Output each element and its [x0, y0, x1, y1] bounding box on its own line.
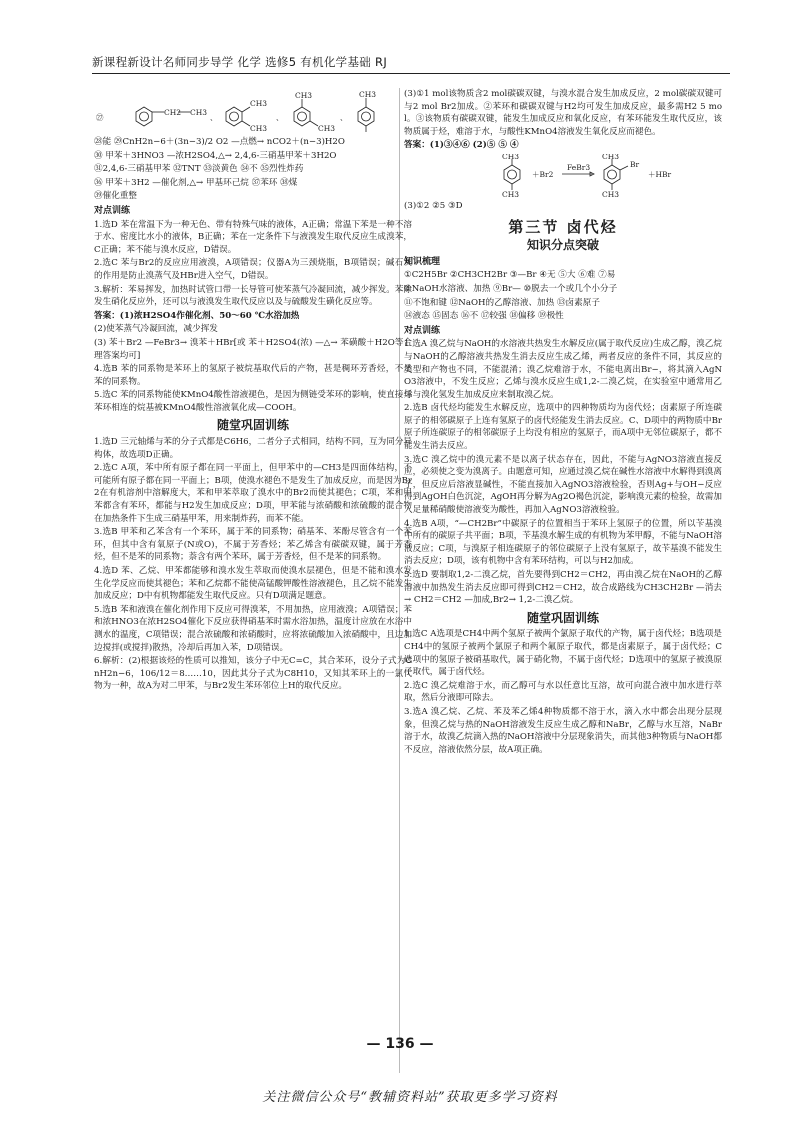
svg-text:CH3: CH3 — [250, 99, 268, 108]
practice-item: 1.选D 苯在常温下为一种无色、带有特殊气味的液体，A正确；常温下苯是一种不溶于水、密度比水小的液体，B正确；苯在一定条件下与液溴发生取代反应生成溴苯，C正确；苯不能与溴水反应，D错误。 — [94, 219, 412, 255]
page-number: — 136 — — [366, 1036, 434, 1052]
answer-line: ㊱ 甲苯＋3H2 —催化剂,△→ 甲基环己烷 ㊲苯环 ㊳煤 — [94, 177, 298, 188]
consolidation-item: 2.选C A项，苯中所有原子都在同一平面上，但甲苯中的—CH3是四面体结构，不可能所有原子都在同一平面上；B项，使溴水褪色不是发生了加成反应，而是因为Br2在有机溶剂中溶解度大，苯和甲苯萃取了溴水中的Br2而使其褪色；C项，苯和甲苯都含有苯环，都能与H2发生加成反应；D项，甲苯能与浓硝酸和浓硫酸的混合物在加热条件下生成三硝基甲苯，用来制炸药，而苯不能。 — [94, 463, 412, 524]
sort-line: ⑪不饱和键 ⑫NaOH的乙醇溶液、加热 ⑬卤素原子 — [404, 297, 600, 308]
answer-line: ㉘能 ㉙CnH2n−6＋(3n−3)/2 O2 —点燃→ nCO2＋(n−3)H2O — [94, 137, 345, 147]
practice-item: 5.选D 要制取1,2-二溴乙烷，首先要得到CH2＝CH2，再由溴乙烷在NaOH的乙醇溶液中加热发生消去反应即可得到CH2＝CH2，故合成路线为CH3CH2Br —消去→ CH2＝CH2 —加成,Br2→ 1,2-二溴乙烷。 — [404, 570, 722, 606]
answer-line: ㉛2,4,6-三硝基甲苯 ㉜TNT ㉝淡黄色 ㉞不 ㉟烈性炸药 — [94, 164, 304, 175]
svg-text:、: 、 — [210, 113, 218, 122]
consolidation-heading: 随堂巩固训练 — [526, 610, 599, 625]
sort-line: ⑭液态 ⑮固态 ⑯不 ⑰较强 ⑱偏移 ⑲极性 — [404, 311, 564, 322]
practice-item: 2.选C 苯与Br2的反应应用液溴，A项错误；仪器A为三颈烧瓶，B项错误；碱石灰的作用是防止溴蒸气及HBr进入空气，D错误。 — [94, 258, 412, 281]
practice-heading: 对点训练 — [94, 205, 131, 216]
sort-heading: 知识梳理 — [404, 256, 441, 267]
consolidation-item: 4.选D 苯、乙烷、甲苯都能够和溴水发生萃取而使溴水层褪色，但是不能和溴水发生化学反应而使其褪色；苯和乙烷都不能使高锰酸钾酸性溶液褪色，且乙烷不能发生加成反应；D中有机物都能发生取代反应。只有D项满足题意。 — [94, 566, 412, 602]
svg-text:FeBr3: FeBr3 — [567, 162, 591, 172]
practice-item: 3.解析：苯易挥发，加热时试管口带一长导管可使苯蒸气冷凝回流，减少挥发。苯除发生硝化反应外，还可以与液溴发生取代反应以及与硫酸发生磺化反应等。 — [94, 284, 412, 308]
consolidation-item: 6.解析：(2)根据该烃的性质可以推知，该分子中无C=C，其合苯环，设分子式为CnH2n−6，106/12＝8……10，因此其分子式为C8H10，又知其苯环上的一氯代物为一种，故A为对二甲苯，与Br2发生苯环邻位上H的取代反应。 — [94, 656, 412, 692]
consolidation-item: 1.选D 三元轴烯与苯的分子式都是C6H6，二者分子式相同，结构不同，互为同分异构体，故选项D正确。 — [94, 437, 412, 460]
practice-heading: 对点训练 — [404, 325, 441, 336]
footer-note: 关注微信公众号“教辅资料站”获取更多学习资料 — [262, 1090, 558, 1105]
svg-text:CH3: CH3 — [190, 108, 208, 117]
answer-line: ㊴催化重整 — [94, 191, 137, 202]
svg-text:CH3: CH3 — [502, 189, 520, 198]
practice-item: 1.选A 溴乙烷与NaOH的水溶液共热发生水解反应(属于取代反应)生成乙醇，溴乙烷与NaOH的乙醇溶液共热发生消去反应生成乙烯，两者反应的条件不同，其反应的类型和产物也不同，不能混淆；溴乙烷难溶于水，不能电离出Br−，将其滴入AgNO3溶液中，不发生反应；乙烯与溴水反应生成1,2-二溴乙烷，在实验室中通常用乙烯与溴化氢发生加成反应来制取溴乙烷。 — [404, 339, 722, 400]
svg-text:㉗: ㉗ — [96, 113, 104, 122]
svg-text:、: 、 — [340, 113, 348, 122]
consolidation-heading: 随堂巩固训练 — [216, 418, 289, 433]
header-rule — [92, 73, 730, 74]
benzene-structures-illustration — [94, 90, 412, 134]
consolidation-item: 3.选B 甲苯和乙苯含有一个苯环，属于苯的同系物；硝基苯、苯酚尽管含有一个苯环，但其中含有氧原子(N或O)，不属于芳香烃；苯乙烯含有碳碳双键，属于芳香烃，但不是苯的同系物；萘含有两个苯环，属于芳香烃，但不是苯的同系物。 — [94, 527, 412, 563]
svg-text:CH3: CH3 — [602, 153, 620, 161]
svg-text:CH3: CH3 — [602, 189, 620, 198]
answer-line: ㉚ 甲苯＋3HNO3 —浓H2SO4,△→ 2,4,6-三硝基甲苯＋3H2O — [94, 150, 337, 161]
svg-text:Br: Br — [630, 159, 640, 169]
svg-text:CH3: CH3 — [318, 124, 336, 133]
svg-text:CH2: CH2 — [164, 108, 182, 117]
consolidation-item: 3.选A 溴乙烷、乙烷、苯及苯乙烯4种物质都不溶于水，滴入水中都会出现分层现象，但溴乙烷与热的NaOH溶液发生反应生成乙醇和NaBr，乙醇与水互溶，NaBr溶于水，故溴乙烷滴入热的NaOH溶液中分层现象消失，而其他3种物质与NaOH都不反应，溶液依然分层，故A项正确。 — [404, 706, 722, 755]
right-column — [404, 88, 722, 1073]
structure-row-xylene-bromination — [404, 154, 722, 198]
left-column — [94, 88, 412, 1073]
sort-line: ⑧NaOH水溶液、加热 ⑨Br— ⑩脱去一个或几个小分子 — [404, 283, 618, 294]
svg-text:＋HBr: ＋HBr — [648, 169, 672, 179]
sort-line: ①C2H5Br ②CH3CH2Br ③—Br ④无 ⑤大 ⑥难 ⑦易 — [404, 270, 616, 281]
consolidation-item: 2.选C 溴乙烷难溶于水，而乙醇可与水以任意比互溶，故可向混合液中加水进行萃取，然后分液即可除去。 — [404, 680, 722, 704]
svg-text:CH3: CH3 — [250, 124, 268, 133]
practice-item: 4.选B 苯的同系物是苯环上的氢原子被烷基取代后的产物，甚是稠环芳香烃，不是苯的同系物。 — [94, 364, 412, 387]
practice-item: 3.选C 溴乙烷中的溴元素不是以离子状态存在，因此，不能与AgNO3溶液直接反应，必须使之变为溴离子。由题意可知，应通过溴乙烷在碱性水溶液中水解得到溴离子，但反应后溶液显碱性，不能直接加入AgNO3溶液检验，否则Ag+与OH−反应得到AgOH白色沉淀，AgOH再分解为Ag2O褐色沉淀，影响溴元素的检验，故需加入足量稀硝酸使溶液变为酸性，再加入AgNO3溶液检验。 — [404, 454, 722, 516]
answer-line: (3)①2 ②5 ③D — [404, 200, 463, 211]
consolidation-item: 1.选C A选项是CH4中两个氢原子被两个氯原子取代的产物，属于卤代烃；B选项是CH4中的氢原子被两个氯原子和两个氟原子取代，都是卤素原子，属于卤代烃；C选项中的氢原子被硝基取代，属于硝化物，不属于卤代烃；D选项中的氢原子被溴原子取代，属于卤代烃。 — [404, 629, 722, 678]
chapter-title: 第三节 卤代烃 — [508, 217, 618, 236]
practice-item: (2)使苯蒸气冷凝回流，减少挥发 — [94, 324, 218, 335]
svg-text:、: 、 — [276, 113, 284, 122]
knowledge-heading: 知识分点突破 — [526, 238, 599, 253]
practice-answer: 答案：(1)浓H2SO4作催化剂、50～60 ℃水浴加热 — [94, 310, 300, 321]
svg-text:CH3: CH3 — [359, 90, 377, 99]
practice-item: 2.选B 卤代烃均能发生水解反应，选项中的四种物质均为卤代烃；卤素原子所连碳原子的相邻碳原子上连有氢原子的卤代烃能发生消去反应。C、D项中的两物质中Br原子所连碳原子的相邻碳原子上均没有相应的氢原子，而A项中无邻位碳原子，都不能发生消去反应。 — [404, 403, 722, 452]
svg-text:＋Br2: ＋Br2 — [532, 169, 554, 179]
practice-item: 4.选B A项，“—CH2Br”中碳原子的位置相当于苯环上氢原子的位置，所以苄基溴中所有的碳原子共平面；B项，苄基溴水解生成的有机物为苯甲醇，不能与NaOH溶液反应；C项，与溴原子相连碳原子的邻位碳原子上没有氢原子，故苄基溴不能发生消去反应；D项，该有机物中含有苯环结构，可以与H2加成。 — [404, 518, 722, 567]
xylene-bromination-illustration — [404, 154, 722, 198]
practice-item: (3) 苯＋Br2 —FeBr3→ 溴苯＋HBr[或 苯＋H2SO4(浓) —△→ 苯磺酸＋H2O等合理答案均可] — [94, 337, 412, 361]
answer-line: (3)①1 mol该物质含2 mol碳碳双键，与溴水混合发生加成反应，2 mol碳碳双键可与2 mol Br2加成。②苯环和碳碳双键与H2均可发生加成反应，最多需H2 5 mol。③该物质有碳碳双键，能发生加成反应和氧化反应，有苯环能发生取代反应，该物质属于烃，难溶于水，与酸性KMnO4溶液发生氧化反应而褪色。 — [404, 89, 722, 137]
practice-item: 5.选C 苯的同系物能使KMnO4酸性溶液褪色，是因为侧链受苯环的影响，使直接与苯环相连的烷基被KMnO4酸性溶液氧化成—COOH。 — [94, 390, 412, 413]
svg-text:CH3: CH3 — [502, 153, 520, 161]
svg-text:CH3: CH3 — [295, 91, 313, 100]
structure-row-benzene-homologs — [94, 90, 412, 134]
consolidation-item: 5.选B 苯和液溴在催化剂作用下反应可得溴苯，不用加热，应用液溴；A项错误；苯和浓HNO3在浓H2SO4催化下反应获得硝基苯时需水浴加热，温度计应放在水浴中测水的温度，C项错误；混合浓硫酸和浓硝酸时，应将浓硫酸加入浓硝酸中，且边加边搅拌(或搅拌)散热，冷却后再加入苯，D项错误。 — [94, 604, 412, 653]
page-header: 新课程新设计名师同步导学 化学 选修5 有机化学基础 RJ — [92, 55, 388, 69]
answer-line: 答案：(1)③④⑥ (2)⑤ ⑤ ④ — [404, 140, 519, 151]
